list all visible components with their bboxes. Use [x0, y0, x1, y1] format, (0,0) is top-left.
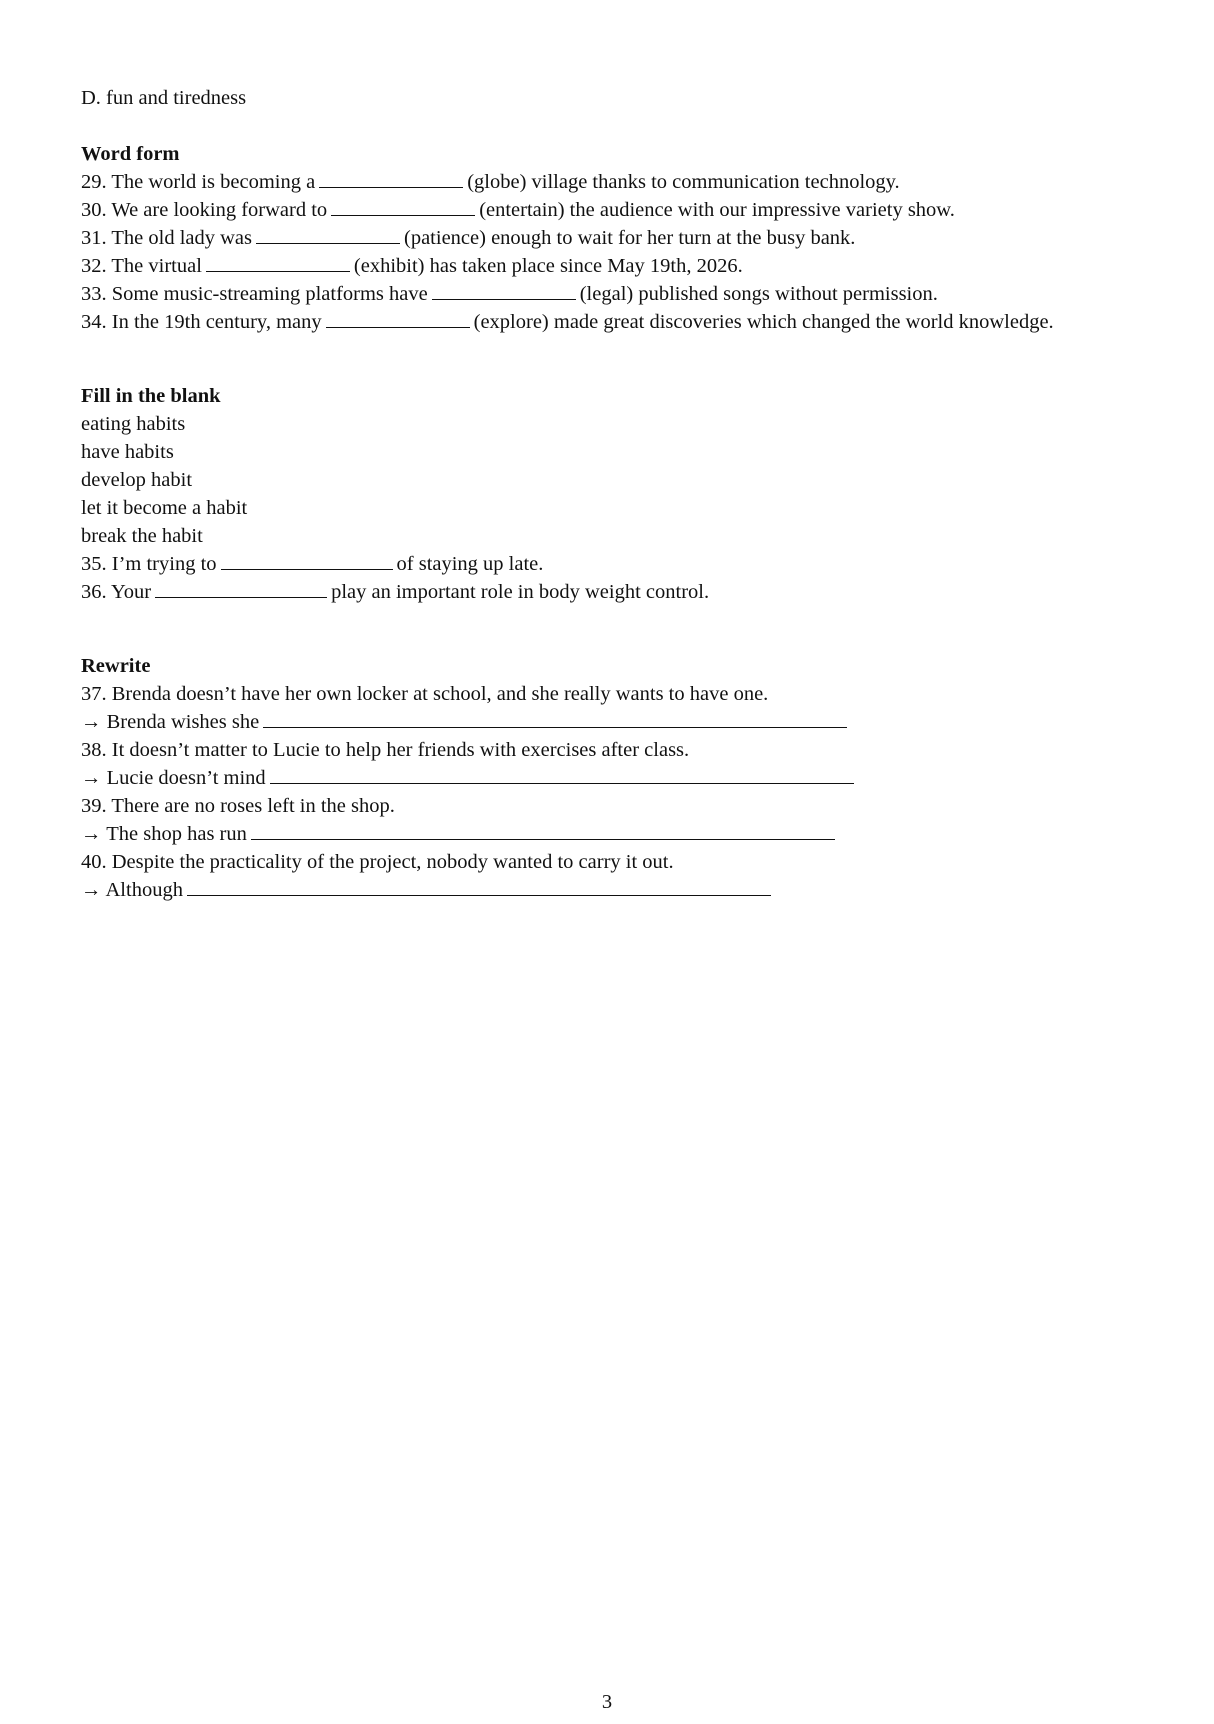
answer-line[interactable]: [251, 821, 835, 840]
rewrite-sentence-38: 38. It doesn’t matter to Lucie to help her friends with exercises after class.: [81, 739, 690, 761]
question-text: (legal) published songs without permission.: [579, 283, 938, 305]
spacer: [81, 336, 1181, 382]
question-text: play an important role in body weight control.: [331, 581, 710, 603]
answer-blank[interactable]: [432, 281, 576, 300]
question-text: 36. Your: [81, 581, 152, 603]
answer-blank[interactable]: [155, 579, 327, 598]
rewrite-prompt-text: → Brenda wishes she: [81, 711, 260, 733]
rewrite-heading: Rewrite: [81, 655, 151, 677]
question-text: 35. I’m trying to: [81, 553, 217, 575]
word-form-item-34: [81, 308, 1181, 336]
rewrite-prompt-40: [81, 876, 1181, 904]
rewrite-prompt-text: → The shop has run: [81, 823, 247, 845]
word-form-item-31: [81, 224, 1181, 252]
word-bank-option: eating habits: [81, 413, 186, 435]
question-text: 31. The old lady was: [81, 227, 252, 249]
rewrite-prompt-37: [81, 708, 1181, 736]
question-text: 32. The virtual: [81, 255, 202, 277]
word-bank-option: develop habit: [81, 469, 193, 491]
question-text: 34. In the 19th century, many: [81, 311, 322, 333]
fill-blank-heading: Fill in the blank: [81, 385, 221, 407]
question-text: 30. We are looking forward to: [81, 199, 328, 221]
word-form-heading: Word form: [81, 143, 180, 165]
answer-blank[interactable]: [331, 197, 475, 216]
fill-blank-item-35: [81, 550, 1181, 578]
page-number: 3: [601, 1691, 613, 1713]
worksheet-page: [81, 84, 1181, 904]
rewrite-prompt-text: → Although: [81, 879, 183, 901]
question-text: (entertain) the audience with our impressive variety show.: [479, 199, 955, 221]
answer-blank[interactable]: [256, 225, 400, 244]
rewrite-prompt-39: [81, 820, 1181, 848]
answer-blank[interactable]: [319, 169, 463, 188]
fill-blank-item-36: [81, 578, 1181, 606]
answer-blank[interactable]: [206, 253, 350, 272]
word-bank-option: let it become a habit: [81, 497, 248, 519]
word-form-item-30: [81, 196, 1181, 224]
question-text: 29. The world is becoming a: [81, 171, 316, 193]
question-text: (explore) made great discoveries which changed the world knowledge.: [473, 311, 1054, 333]
question-text: (patience) enough to wait for her turn at the busy bank.: [404, 227, 856, 249]
rewrite-prompt-38: [81, 764, 1181, 792]
question-text: (globe) village thanks to communication technology.: [467, 171, 900, 193]
rewrite-sentence-40: 40. Despite the practicality of the project, nobody wanted to carry it out.: [81, 851, 674, 873]
spacer: [81, 606, 1181, 652]
previous-answer-option: D. fun and tiredness: [81, 87, 247, 109]
word-form-item-29: [81, 168, 1181, 196]
word-form-item-32: [81, 252, 1181, 280]
rewrite-sentence-37: 37. Brenda doesn’t have her own locker at school, and she really wants to have one.: [81, 683, 769, 705]
answer-line[interactable]: [270, 765, 854, 784]
rewrite-prompt-text: → Lucie doesn’t mind: [81, 767, 266, 789]
answer-blank[interactable]: [326, 309, 470, 328]
answer-line[interactable]: [187, 877, 771, 896]
question-text: 33. Some music-streaming platforms have: [81, 283, 428, 305]
rewrite-sentence-39: 39. There are no roses left in the shop.: [81, 795, 395, 817]
word-bank-option: break the habit: [81, 525, 203, 547]
question-text: (exhibit) has taken place since May 19th, 2026.: [353, 255, 743, 277]
question-text: of staying up late.: [396, 553, 544, 575]
word-form-item-33: [81, 280, 1181, 308]
word-bank-option: have habits: [81, 441, 174, 463]
answer-line[interactable]: [263, 709, 847, 728]
spacer: [81, 112, 1181, 140]
answer-blank[interactable]: [221, 551, 393, 570]
